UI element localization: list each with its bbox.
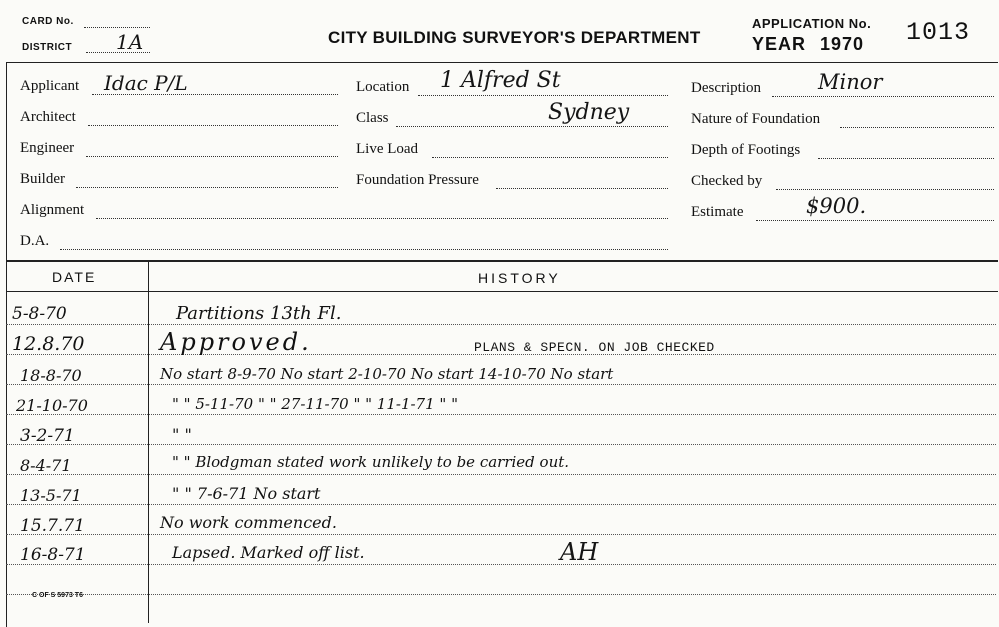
row-rule [6, 594, 996, 595]
table-header-rule [6, 291, 998, 292]
application-no-label: APPLICATION No. [752, 16, 872, 31]
plans-checked-stamp: PLANS & SPECN. ON JOB CHECKED [474, 340, 715, 355]
card-left-edge [6, 62, 7, 627]
estimate-line [756, 220, 994, 221]
history-entry: Lapsed. Marked off list. [172, 543, 365, 562]
date-column-header: DATE [52, 269, 97, 285]
alignment-label: Alignment [20, 202, 85, 218]
architect-line [88, 125, 338, 126]
history-date: 21-10-70 [16, 396, 88, 415]
depth-of-footings-label: Depth of Footings [691, 142, 801, 158]
description-label: Description [691, 80, 761, 96]
table-top-rule [6, 260, 998, 262]
nature-of-foundation-line [840, 127, 994, 128]
history-date: 12.8.70 [12, 333, 85, 355]
architect-label: Architect [20, 109, 76, 125]
row-rule [6, 504, 996, 505]
class-label: Class [356, 110, 389, 126]
initials-signature: AH [560, 538, 599, 566]
foundation-pressure-label: Foundation Pressure [356, 172, 479, 188]
history-entry: " " 7-6-71 No start [172, 484, 321, 503]
description-line [772, 96, 994, 97]
nature-of-foundation-label: Nature of Foundation [691, 111, 821, 127]
description-value: Minor [818, 70, 883, 94]
estimate-label: Estimate [691, 204, 744, 220]
history-date: 3-2-71 [20, 426, 75, 446]
checked-by-line [776, 189, 994, 190]
da-line [60, 249, 668, 250]
engineer-label: Engineer [20, 140, 75, 156]
department-title: CITY BUILDING SURVEYOR'S DEPARTMENT [328, 28, 701, 47]
estimate-value: $900. [806, 194, 867, 218]
header-rule [6, 62, 998, 63]
checked-by-label: Checked by [691, 173, 763, 189]
date-column-divider [148, 261, 149, 623]
row-rule [6, 444, 996, 445]
history-date: 5-8-70 [12, 304, 67, 324]
history-date: 18-8-70 [20, 366, 82, 385]
row-rule [6, 414, 996, 415]
foundation-pressure-line [496, 188, 668, 189]
location-value: 1 Alfred St [440, 68, 561, 93]
history-entry: Partitions 13th Fl. [176, 303, 342, 324]
history-entry: " " [172, 425, 192, 444]
history-date: 13-5-71 [20, 486, 82, 505]
live-load-line [432, 157, 668, 158]
card-no-line [84, 27, 150, 28]
history-entry: No work commenced. [160, 513, 337, 532]
location-line [418, 95, 668, 96]
class-line [396, 126, 668, 127]
row-rule [6, 324, 996, 325]
year-label: YEAR [752, 34, 807, 54]
year-value: 1970 [820, 34, 865, 54]
history-date: 16-8-71 [20, 545, 86, 565]
applicant-value: Idac P/L [104, 71, 188, 95]
row-rule [6, 534, 996, 535]
builder-label: Builder [20, 171, 65, 187]
row-rule [6, 384, 996, 385]
history-entry: " " Blodgman stated work unlikely to be carried out. [172, 453, 570, 471]
da-label: D.A. [20, 233, 50, 249]
history-column-header: HISTORY [478, 270, 561, 286]
history-entry: Approved. [160, 328, 312, 356]
depth-of-footings-line [818, 158, 994, 159]
row-rule [6, 564, 996, 565]
builder-line [76, 187, 338, 188]
engineer-line [86, 156, 338, 157]
row-rule [6, 474, 996, 475]
history-entry: No start 8-9-70 No start 2-10-70 No start 14-10-70 No start [160, 365, 614, 383]
form-code: C OF S 5973 T6 [32, 592, 83, 599]
alignment-line [96, 218, 668, 219]
card-no-label: CARD No. [22, 16, 74, 27]
live-load-label: Live Load [356, 141, 419, 157]
district-label: DISTRICT [22, 42, 73, 53]
class-value: Sydney [548, 100, 630, 125]
district-value: 1A [116, 30, 144, 54]
history-date: 15.7.71 [20, 516, 85, 536]
application-number: 1013 [906, 18, 971, 47]
history-entry: " " 5-11-70 " " 27-11-70 " " 11-1-71 " " [172, 395, 458, 413]
location-label: Location [356, 79, 410, 95]
applicant-label: Applicant [20, 78, 80, 94]
history-date: 8-4-71 [20, 456, 72, 475]
